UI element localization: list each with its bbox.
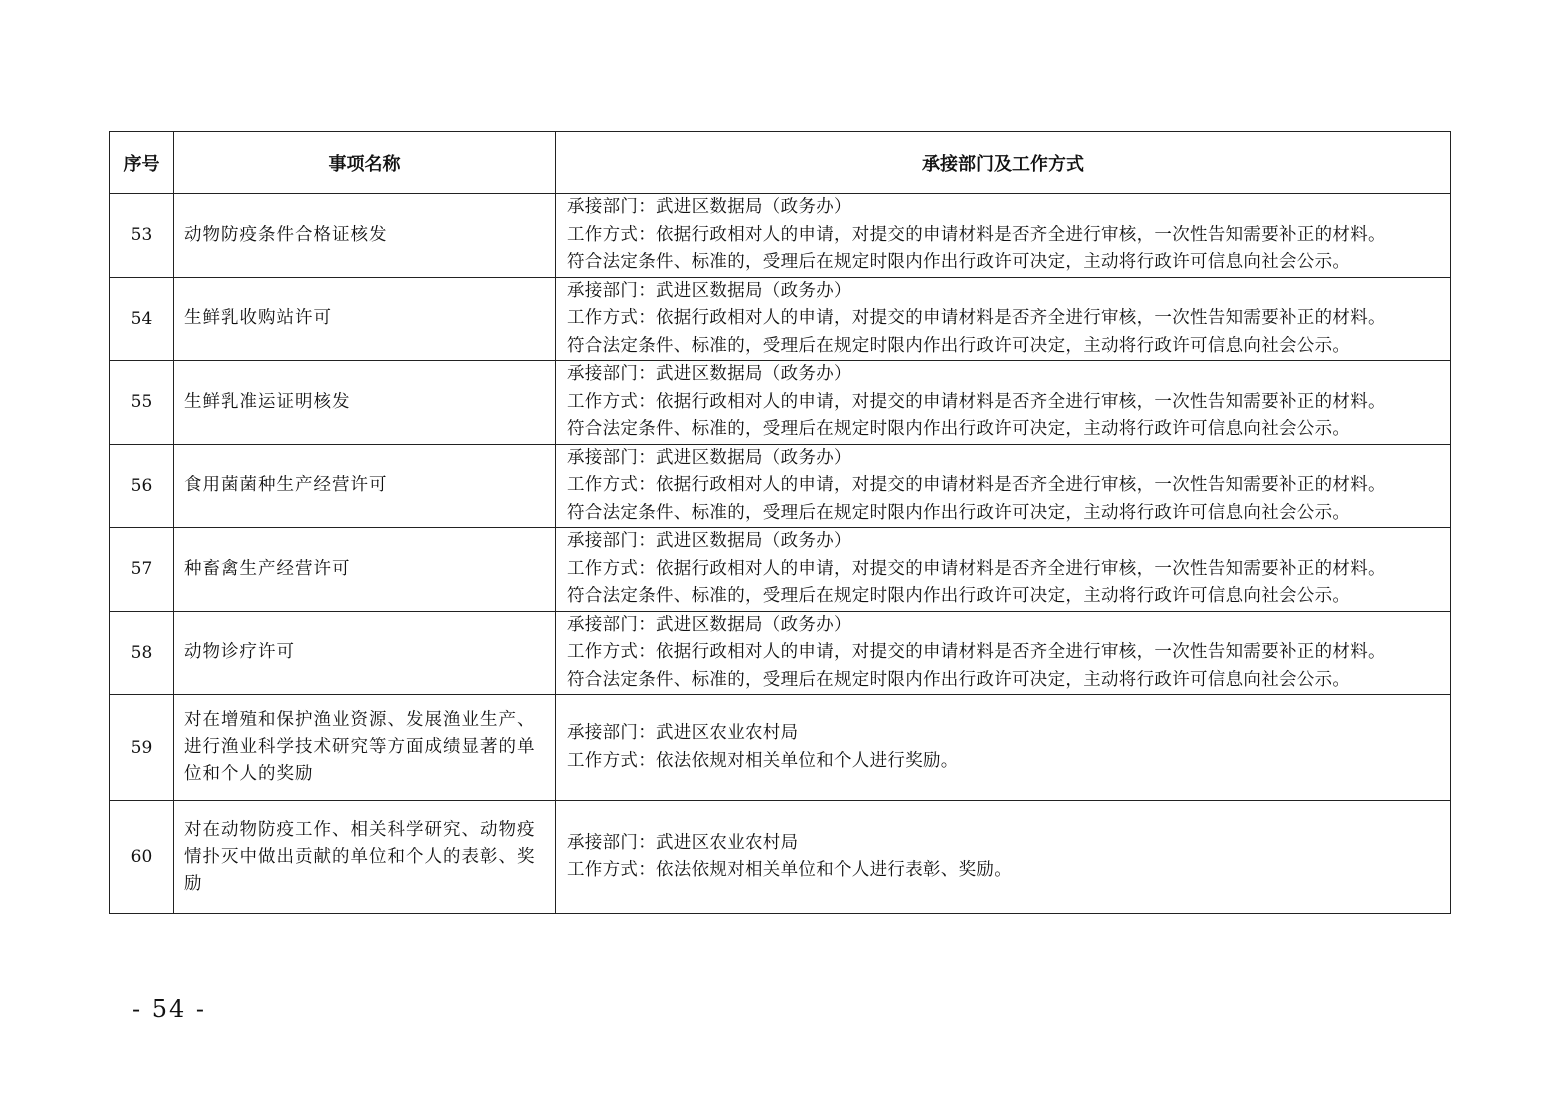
method-line: 工作方式：依法依规对相关单位和个人进行表彰、奖励。 bbox=[567, 860, 1012, 880]
table-row bbox=[110, 444, 1451, 528]
method-line-continued: 符合法定条件、标准的，受理后在规定时限内作出行政许可决定，主动将行政许可信息向社会公示。 bbox=[567, 669, 1351, 690]
method-line: 工作方式：依据行政相对人的申请，对提交的申请材料是否齐全进行审核，一次性告知需要补正的材料。 bbox=[567, 558, 1386, 579]
table-row bbox=[110, 361, 1451, 445]
row-item-name: 种畜禽生产经营许可 bbox=[174, 528, 556, 612]
table-row bbox=[110, 528, 1451, 612]
row-serial-number: 57 bbox=[110, 528, 174, 612]
table-row bbox=[110, 695, 1451, 801]
method-line: 工作方式：依据行政相对人的申请，对提交的申请材料是否齐全进行审核，一次性告知需要补正的材料。 bbox=[567, 308, 1386, 328]
row-department-method bbox=[556, 611, 1451, 695]
row-department-method bbox=[556, 444, 1451, 528]
row-department-method bbox=[556, 361, 1451, 445]
method-line: 工作方式：依据行政相对人的申请，对提交的申请材料是否齐全进行审核，一次性告知需要补正的材料。 bbox=[567, 391, 1386, 412]
table-row bbox=[110, 194, 1451, 278]
table-row bbox=[110, 611, 1451, 695]
department-line: 承接部门：武进区数据局（政务办） bbox=[567, 614, 852, 635]
department-line: 承接部门：武进区农业农村局 bbox=[567, 723, 799, 743]
row-department-method bbox=[556, 528, 1451, 612]
department-line: 承接部门：武进区数据局（政务办） bbox=[567, 447, 852, 468]
row-serial-number: 59 bbox=[110, 695, 174, 801]
table-row bbox=[110, 801, 1451, 914]
header-serial-number: 序号 bbox=[110, 132, 174, 194]
row-department-method bbox=[556, 801, 1451, 914]
row-item-name: 生鲜乳收购站许可 bbox=[174, 277, 556, 361]
row-serial-number: 60 bbox=[110, 801, 174, 914]
method-line-continued: 符合法定条件、标准的，受理后在规定时限内作出行政许可决定，主动将行政许可信息向社会公示。 bbox=[567, 502, 1351, 523]
department-line: 承接部门：武进区农业农村局 bbox=[567, 832, 799, 853]
method-line: 工作方式：依法依规对相关单位和个人进行奖励。 bbox=[567, 750, 959, 771]
row-serial-number: 58 bbox=[110, 611, 174, 695]
method-line: 工作方式：依据行政相对人的申请，对提交的申请材料是否齐全进行审核，一次性告知需要补正的材料。 bbox=[567, 224, 1386, 245]
row-item-name: 对在动物防疫工作、相关科学研究、动物疫情扑灭中做出贡献的单位和个人的表彰、奖励 bbox=[174, 801, 556, 914]
table-header-row bbox=[110, 132, 1451, 194]
method-line-continued: 符合法定条件、标准的，受理后在规定时限内作出行政许可决定，主动将行政许可信息向社会公示。 bbox=[567, 252, 1351, 272]
row-department-method bbox=[556, 695, 1451, 801]
row-department-method bbox=[556, 277, 1451, 361]
row-item-name: 动物诊疗许可 bbox=[174, 611, 556, 695]
header-item-name: 事项名称 bbox=[174, 132, 556, 194]
department-line: 承接部门：武进区数据局（政务办） bbox=[567, 364, 852, 384]
method-line: 工作方式：依据行政相对人的申请，对提交的申请材料是否齐全进行审核，一次性告知需要补正的材料。 bbox=[567, 475, 1386, 495]
table-row bbox=[110, 277, 1451, 361]
items-table bbox=[109, 131, 1451, 914]
row-item-name: 生鲜乳准运证明核发 bbox=[174, 361, 556, 445]
method-line-continued: 符合法定条件、标准的，受理后在规定时限内作出行政许可决定，主动将行政许可信息向社会公示。 bbox=[567, 586, 1351, 606]
row-serial-number: 53 bbox=[110, 194, 174, 278]
row-item-name: 对在增殖和保护渔业资源、发展渔业生产、进行渔业科学技术研究等方面成绩显著的单位和个人的奖励 bbox=[174, 695, 556, 801]
method-line-continued: 符合法定条件、标准的，受理后在规定时限内作出行政许可决定，主动将行政许可信息向社会公示。 bbox=[567, 419, 1351, 439]
header-department-method: 承接部门及工作方式 bbox=[556, 132, 1451, 194]
department-line: 承接部门：武进区数据局（政务办） bbox=[567, 531, 852, 551]
row-serial-number: 56 bbox=[110, 444, 174, 528]
page-number: - 54 - bbox=[132, 995, 207, 1023]
method-line-continued: 符合法定条件、标准的，受理后在规定时限内作出行政许可决定，主动将行政许可信息向社会公示。 bbox=[567, 335, 1351, 356]
row-department-method bbox=[556, 194, 1451, 278]
row-item-name: 食用菌菌种生产经营许可 bbox=[174, 444, 556, 528]
method-line: 工作方式：依据行政相对人的申请，对提交的申请材料是否齐全进行审核，一次性告知需要补正的材料。 bbox=[567, 642, 1386, 662]
row-serial-number: 55 bbox=[110, 361, 174, 445]
row-serial-number: 54 bbox=[110, 277, 174, 361]
department-line: 承接部门：武进区数据局（政务办） bbox=[567, 280, 852, 301]
row-item-name: 动物防疫条件合格证核发 bbox=[174, 194, 556, 278]
department-line: 承接部门：武进区数据局（政务办） bbox=[567, 197, 852, 217]
